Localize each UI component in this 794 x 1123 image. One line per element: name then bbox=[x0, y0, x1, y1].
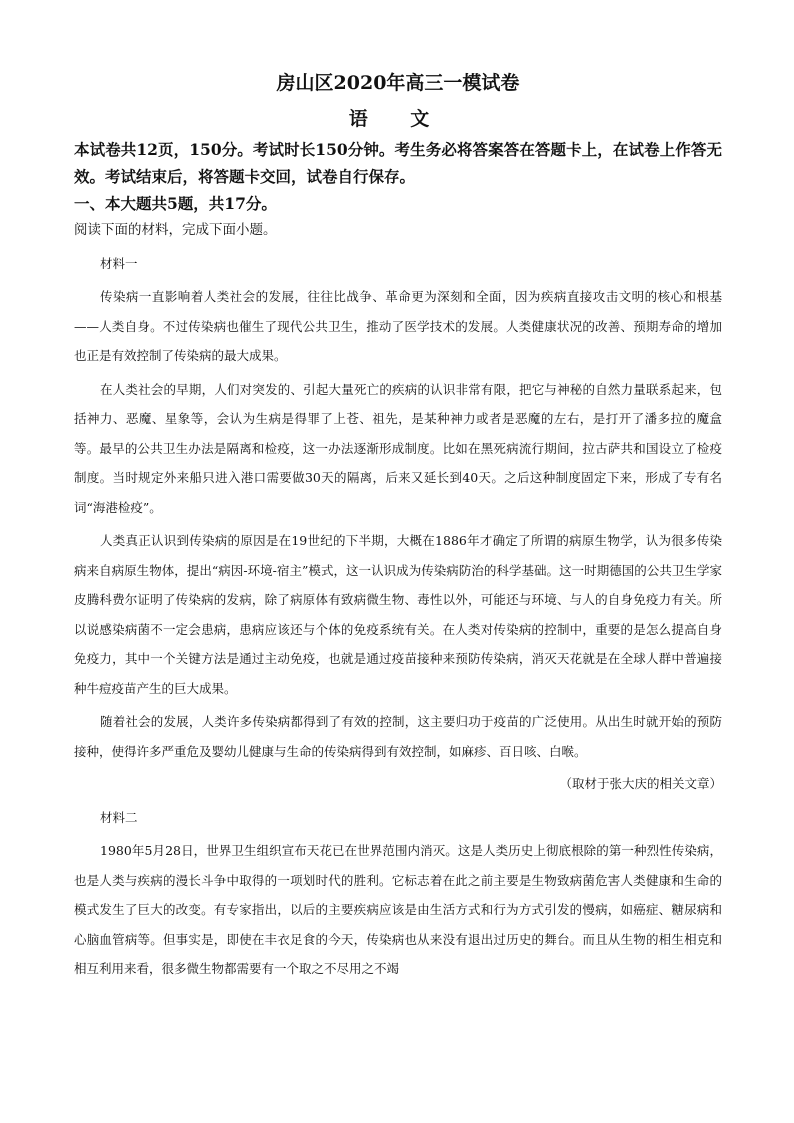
material-2-paragraph: 1980年5月28日，世界卫生组织宣布天花已在世界范围内消灭。这是人类历史上彻底根除的第一种烈性传染病，也是人类与疾病的漫长斗争中取得的一项划时代的胜利。它标志着在此之前主要是生物致病菌危害人类健康和生命的模式发生了巨大的改变。有专家指出，以后的主要疾病应该是由生活方式和行为方式引发的慢病，如癌症、糖尿病和心脑血管病等。但事实是，即使在丰衣足食的今天，传染病也从来没有退出过历史的舞台。而且从生物的相生相克和相互利用来看，很多微生物都需要有一个取之不尽用之不竭 bbox=[74, 843, 722, 976]
material-1-paragraph: 传染病一直影响着人类社会的发展，往往比战争、革命更为深刻和全面，因为疾病直接攻击文明的核心和根基——人类自身。不过传染病也催生了现代公共卫生，推动了医学技术的发展。人类健康状况的改善、预期寿命的增加也正是有效控制了传染病的最大成果。 bbox=[74, 289, 722, 363]
exam-title: 房山区2020年高三一模试卷 bbox=[276, 72, 520, 94]
reading-instruction: 阅读下面的材料，完成下面小题。 bbox=[74, 222, 277, 238]
material-1-paragraph: 随着社会的发展，人类许多传染病都得到了有效的控制，这主要归功于疫苗的广泛使用。从出生时就开始的预防接种，使得许多严重危及婴幼儿健康与生命的传染病得到有效控制，如麻疹、百日咳、白喉。 bbox=[74, 714, 722, 759]
exam-page bbox=[74, 68, 722, 988]
section-heading: 一、本大题共5题，共17分。 bbox=[74, 194, 277, 213]
material-1-paragraph: 人类真正认识到传染病的原因是在19世纪的下半期，大概在1886年才确定了所谓的病原生物学，认为很多传染病来自病原生物体，提出“病因-环境-宿主”模式，这一认识成为传染病防治的科学基础。这一时期德国的公共卫生学家皮腾科费尔证明了传染病的发病，除了病原体有致病微生物、毒性以外，可能还与环境、与人的自身免疫力有关。所以说感染病菌不一定会患病，患病应该还与个体的免疫系统有关。在人类对传染病的控制中，重要的是怎么提高自身免疫力，其中一个关键方法是通过主动免疫，也就是通过疫苗接种来预防传染病，消灭天花就是在全球人群中普遍接种牛痘疫苗产生的巨大成果。 bbox=[74, 533, 722, 696]
material-1-title: 材料一 bbox=[100, 256, 138, 271]
material-1-source: （取材于张大庆的相关文章） bbox=[559, 776, 722, 791]
material-2-title: 材料二 bbox=[100, 810, 138, 825]
exam-notice: 本试卷共12页，150分。考试时长150分钟。考生务必将答案答在答题卡上，在试卷上作答无效。考试结束后，将答题卡交回，试卷自行保存。 bbox=[74, 140, 722, 186]
subject-title: 语 文 bbox=[348, 108, 448, 130]
material-1-paragraph: 在人类社会的早期，人们对突发的、引起大量死亡的疾病的认识非常有限，把它与神秘的自然力量联系起来，包括神力、恶魔、星象等，会认为生病是得罪了上苍、祖先，是某种神力或者是恶魔的左右，是打开了潘多拉的魔盒等。最早的公共卫生办法是隔离和检疫，这一办法逐渐形成制度。比如在黑死病流行期间，拉古萨共和国设立了检疫制度。当时规定外来船只进入港口需要做30天的隔离，后来又延长到40天。之后这种制度固定下来，形成了专有名词“海港检疫”。 bbox=[74, 381, 722, 515]
